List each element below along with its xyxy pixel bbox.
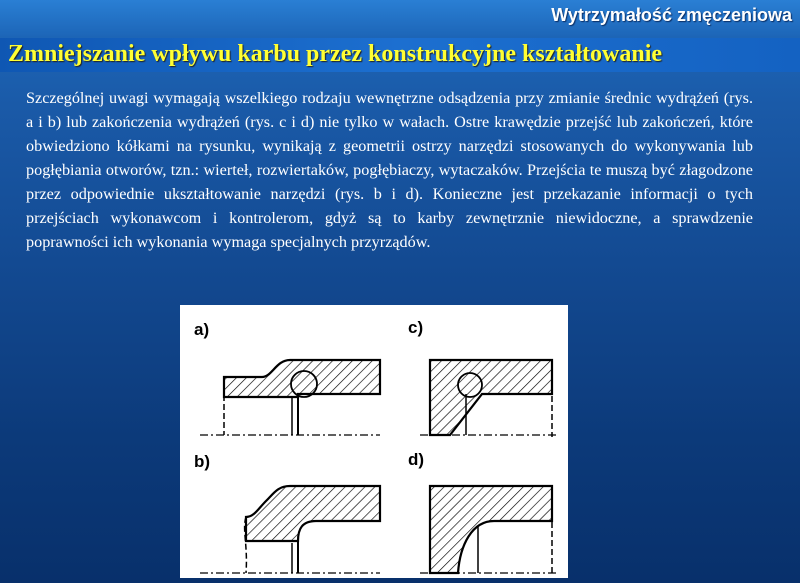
diagram-b [194,452,380,573]
notch-diagram-figure [180,305,568,578]
diagram-label-a: a) [194,320,210,339]
diagram-c [408,318,558,437]
diagram-a [194,320,380,435]
diagram-label-c: c) [408,318,424,337]
diagram-d [408,450,558,573]
slide-title: Zmniejszanie wpływu karbu przez konstrukcyjne kształtowanie [8,41,663,67]
diagram-label-d: d) [408,450,425,469]
diagram-label-b: b) [194,452,211,471]
course-title: Wytrzymałość zmęczeniowa [551,5,792,25]
body-paragraph: Szczególnej uwagi wymagają wszelkiego rodzaju wewnętrzne odsądzenia przy zmianie średnic wydrążeń (rys. a i b) lub zakończenia wydrążeń (rys. c i d) nie tylko w wałach. Ostre krawędzie przejść lub zakończeń, które obwiedziono kółkami na rysunku, wynikają z geometrii ostrzy narzędzi stosowanych do wykonywania lub pogłębiania otworów, tzn.: wierteł, rozwiertaków, pogłębiaczy, wytaczaków. Przejścia te muszą być złagodzone przez odpowiednie ukształtowanie narzędzi (rys. b i d). Konieczne jest przekazanie informacji o tych przejściach wykonawcom i kontrolerom, gdyż są to karby zewnętrznie niewidoczne, a sprawdzenie poprawności ich wykonania wymaga specjalnych przyrządów. [26,89,753,251]
slide-title-bar [0,38,800,72]
